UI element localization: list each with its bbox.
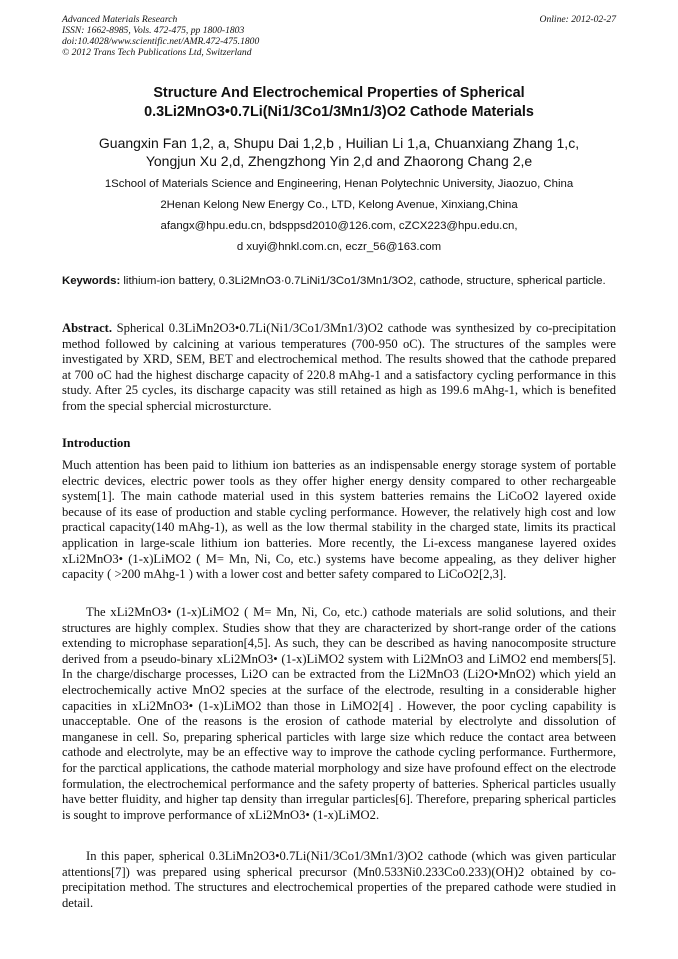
title-line-1: Structure And Electrochemical Properties of Spherical <box>153 85 525 101</box>
author-list <box>62 134 616 170</box>
issn-line: ISSN: 1662-8985, Vols. 472-475, pp 1800-1803 <box>62 25 245 36</box>
affiliation-2: 2Henan Kelong New Energy Co., LTD, Kelong Avenue, Xinxiang,China <box>160 199 518 211</box>
abstract-label: Abstract. <box>62 321 113 335</box>
abstract-text: Spherical 0.3LiMn2O3•0.7Li(Ni1/3Co1/3Mn1/3)O2 cathode was synthesized by co-precipitation method followed by calcining at various temperatures (700-950 oC). The structures of the samples were investigated by XRD, SEM, BET and electrochemical method. The results showed that the cathode prepared at 700 oC had the highest discharge capacity of 220.8 mAhg-1 and a satisfactory cycling performance in this study. After 25 cycles, its discharge capacity was still retained as high as 199.6 mAhg-1, which is benefited from the special sphercial microsturcture. <box>62 321 616 413</box>
affiliation-1: 1School of Materials Science and Engineering, Henan Polytechnic University, Jiaozuo, China <box>104 178 574 190</box>
abstract-block <box>62 321 616 415</box>
keywords-text: lithium-ion battery, 0.3Li2MnO3·0.7LiNi1/3Co1/3Mn1/3O2, cathode, structure, spherical particle. <box>123 275 606 287</box>
paper-title <box>62 84 616 121</box>
journal-header <box>62 14 616 58</box>
email-line-1: afangx@hpu.edu.cn, bdsppsd2010@126.com, cZCX223@hpu.edu.cn, <box>160 220 518 232</box>
email-line-2: d xuyi@hnkl.com.cn, eczr_56@163.com <box>236 241 442 253</box>
online-date: Online: 2012-02-27 <box>539 14 616 25</box>
doi-line: doi:10.4028/www.scientific.net/AMR.472-475.1800 <box>62 36 260 47</box>
copyright-line: © 2012 Trans Tech Publications Ltd, Switzerland <box>62 47 252 58</box>
journal-name: Advanced Materials Research <box>62 14 178 25</box>
section-heading-introduction: Introduction <box>62 436 131 450</box>
authors-line-1: Guangxin Fan 1,2, a, Shupu Dai 1,2,b , Huilian Li 1,a, Chuanxiang Zhang 1,c, <box>98 135 580 151</box>
intro-paragraph-2: The xLi2MnO3• (1-x)LiMO2 ( M= Mn, Ni, Co, etc.) cathode materials are solid solutions, and their structures are highly complex. Studies show that they are characterized by short-range order of the cations extending to microphase separation[4,5]. As such, they can be described as having nanocomposite structure derived from a pseudo-binary xLi2MnO3• (1-x)LiMO2 system with Li2MnO3 and LiMO2 end members[5]. In the charge/discharge processes, Li2O can be extracted from the Li2MnO3 (Li2O•MnO2) which yield an electrochemically active MnO2 species at the surface of the electrode, resulting in a considerable higher capacities in xLi2MnO3• (1-x)LiMO2 than those in LiMO2[4] . However, the poor cycling capability is unacceptable. One of the reasons is the erosion of cathode material by electrolyte and dissolution of manganese in cell. So, preparing spherical particles with large size which reduce the contact area between cathode and electrolyte, may be an effective way to improve the cathode cycling performance. Furthermore, for the parctical applications, the cathode material morphology and size have profound effect on the electrode formulation, the electrochemical performance and the safety property of batteries. Spherical particles usually have better fluidity, and higher tap density than irregular particles[6]. Therefore, preparing spherical particles is sought to improve performance of xLi2MnO3• (1-x)LiMO2. <box>62 605 616 822</box>
keywords-block <box>62 274 616 289</box>
intro-paragraph-1: Much attention has been paid to lithium ion batteries as an indispensable energy storage system of portable electric devices, electric power tools as they offer higher energy density compared to other rechargeable system[1]. The main cathode material used in this system batteries remains the LiCoO2 layered oxide because of its ease of production and stable cycling performance. However, the relatively high cost and low practical capacity(140 mAhg-1), as well as the low thermal stability in the charged state, limits its practical application in large-scale lithium ion batteries. More recently, the Li-excess manganese layered oxides xLi2MnO3• (1-x)LiMO2 ( M= Mn, Ni, Co, etc.) systems have become appealing, as they deliver higher capacity ( >200 mAhg-1 ) with a lower cost and better safety compared to LiCoO2[2,3]. <box>62 458 616 582</box>
intro-paragraph-3: In this paper, spherical 0.3LiMn2O3•0.7Li(Ni1/3Co1/3Mn1/3)O2 cathode (which was given particular attentions[7]) was prepared using spherical precursor (Mn0.533Ni0.233Co0.233)(OH)2 obtained by co-precipitation method. The structures and electrochemical properties of the prepared cathode were studied in detail. <box>62 849 616 910</box>
authors-line-2: Yongjun Xu 2,d, Zhengzhong Yin 2,d and Zhaorong Chang 2,e <box>145 153 533 169</box>
keywords-label: Keywords: <box>62 275 121 287</box>
title-line-2: 0.3Li2MnO3•0.7Li(Ni1/3Co1/3Mn1/3)O2 Cathode Materials <box>144 103 534 120</box>
